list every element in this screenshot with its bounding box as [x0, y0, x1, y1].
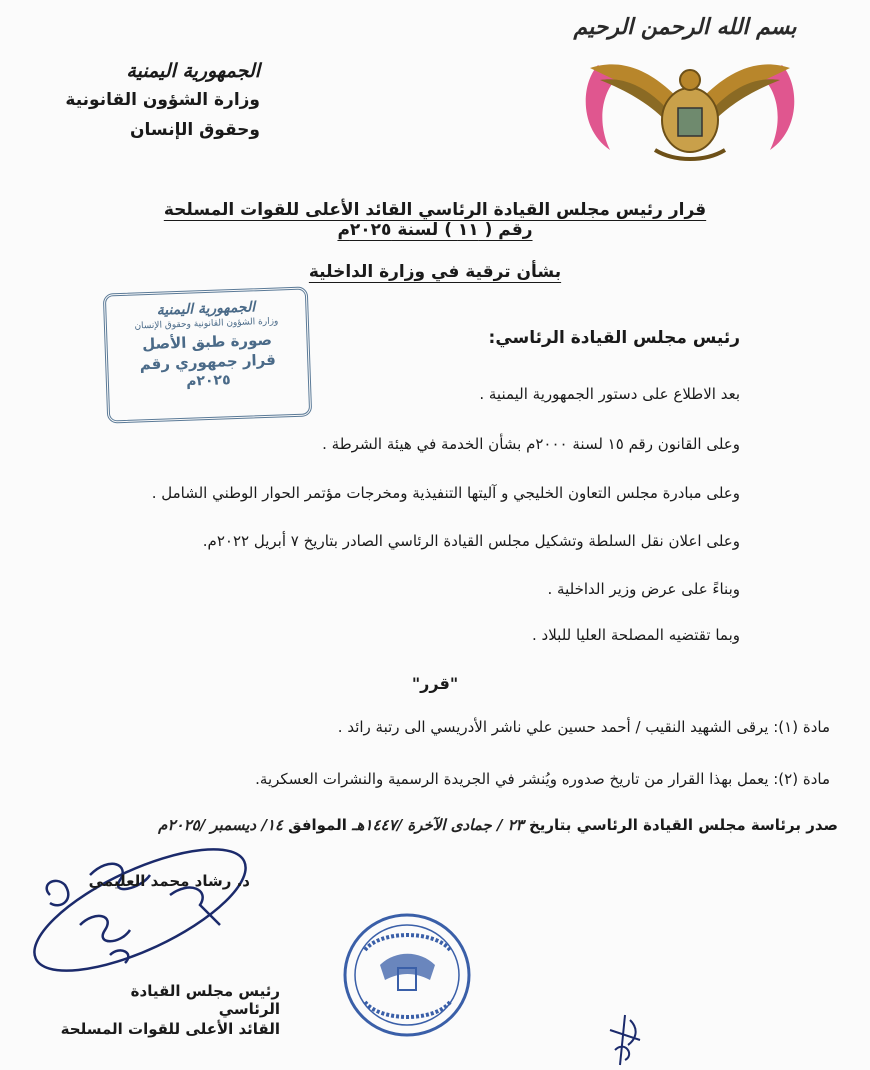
presidential-round-seal: [340, 910, 475, 1040]
decree-subtitle: بشأن ترقية في وزارة الداخلية: [308, 262, 562, 282]
article-2: مادة (٢): يعمل بهذا القرار من تاريخ صدوره ويُنشر في الجريدة الرسمية والنشرات العسكرية.: [255, 770, 830, 788]
stamp-line-4: قرار جمهوري رقم: [139, 350, 277, 374]
signer-title-1: رئيس مجلس القيادة الرئاسي: [130, 982, 280, 1018]
stamp-line-3: صورة طبق الأصل: [141, 330, 273, 354]
basmala: بسم الله الرحمن الرحيم: [573, 14, 797, 40]
addressee: رئيس مجلس القيادة الرئاسي:: [488, 328, 740, 348]
ministry-line-2: وزارة الشؤون القانونية: [65, 90, 260, 110]
decided-text: قرر: [420, 674, 450, 693]
preamble-line: وبما تقتضيه المصلحة العليا للبلاد .: [532, 626, 740, 644]
decided-heading: "قرر": [411, 674, 459, 693]
preamble-line: وبناءً على عرض وزير الداخلية .: [547, 580, 740, 598]
handwritten-signature: [20, 835, 280, 985]
ministry-line-1: الجمهورية اليمنية: [126, 60, 260, 82]
preamble-line: وعلى اعلان نقل السلطة وتشكيل مجلس القيادة الرئاسي الصادر بتاريخ ٧ أبريل ٢٠٢٢م.: [202, 532, 740, 550]
ministry-header: [60, 60, 260, 140]
issued-middle: الموافق: [288, 816, 347, 834]
stamp-line-5: ٢٠٢٥م: [185, 372, 231, 390]
ministry-line-3: وحقوق الإنسان: [130, 120, 260, 140]
preamble-line: وعلى مبادرة مجلس التعاون الخليجي و آليتها التنفيذية ومخرجات مؤتمر الحوار الوطني الشامل .: [151, 484, 740, 502]
issued-hijri-date: ٢٣ / جمادى الآخرة /١٤٤٧هـ: [352, 816, 524, 834]
article-1: مادة (١): يرقى الشهيد النقيب / أحمد حسين علي ناشر الأدريسي الى رتبة رائد .: [337, 718, 830, 736]
signer-title-2: القائد الأعلى للقوات المسلحة: [60, 1020, 280, 1038]
issued-prefix: صدر برئاسة مجلس القيادة الرئاسي بتاريخ: [528, 816, 838, 834]
stamp-line-1: الجمهورية اليمنية: [156, 299, 256, 319]
signer-name: د. رشاد محمد العليمي: [88, 872, 250, 890]
certified-copy-stamp: [103, 286, 312, 423]
issued-line: [158, 816, 838, 834]
preamble-line: وعلى القانون رقم ١٥ لسنة ٢٠٠٠م بشأن الخدمة في هيئة الشرطة .: [322, 435, 740, 453]
decree-title: قرار رئيس مجلس القيادة الرئاسي القائد الأعلى للقوات المسلحة رقم ( ١١ ) لسنة ٢٠٢٥م: [163, 200, 707, 240]
preamble-line: بعد الاطلاع على دستور الجمهورية اليمنية .: [479, 385, 740, 403]
handwritten-initial: [600, 1010, 650, 1070]
yemen-eagle-emblem: [570, 50, 810, 170]
stamp-line-2: وزارة الشؤون القانونية وحقوق الإنسان: [134, 316, 279, 332]
issued-gregorian-date: ١٤/ ديسمبر /٢٠٢٥م: [158, 816, 283, 834]
